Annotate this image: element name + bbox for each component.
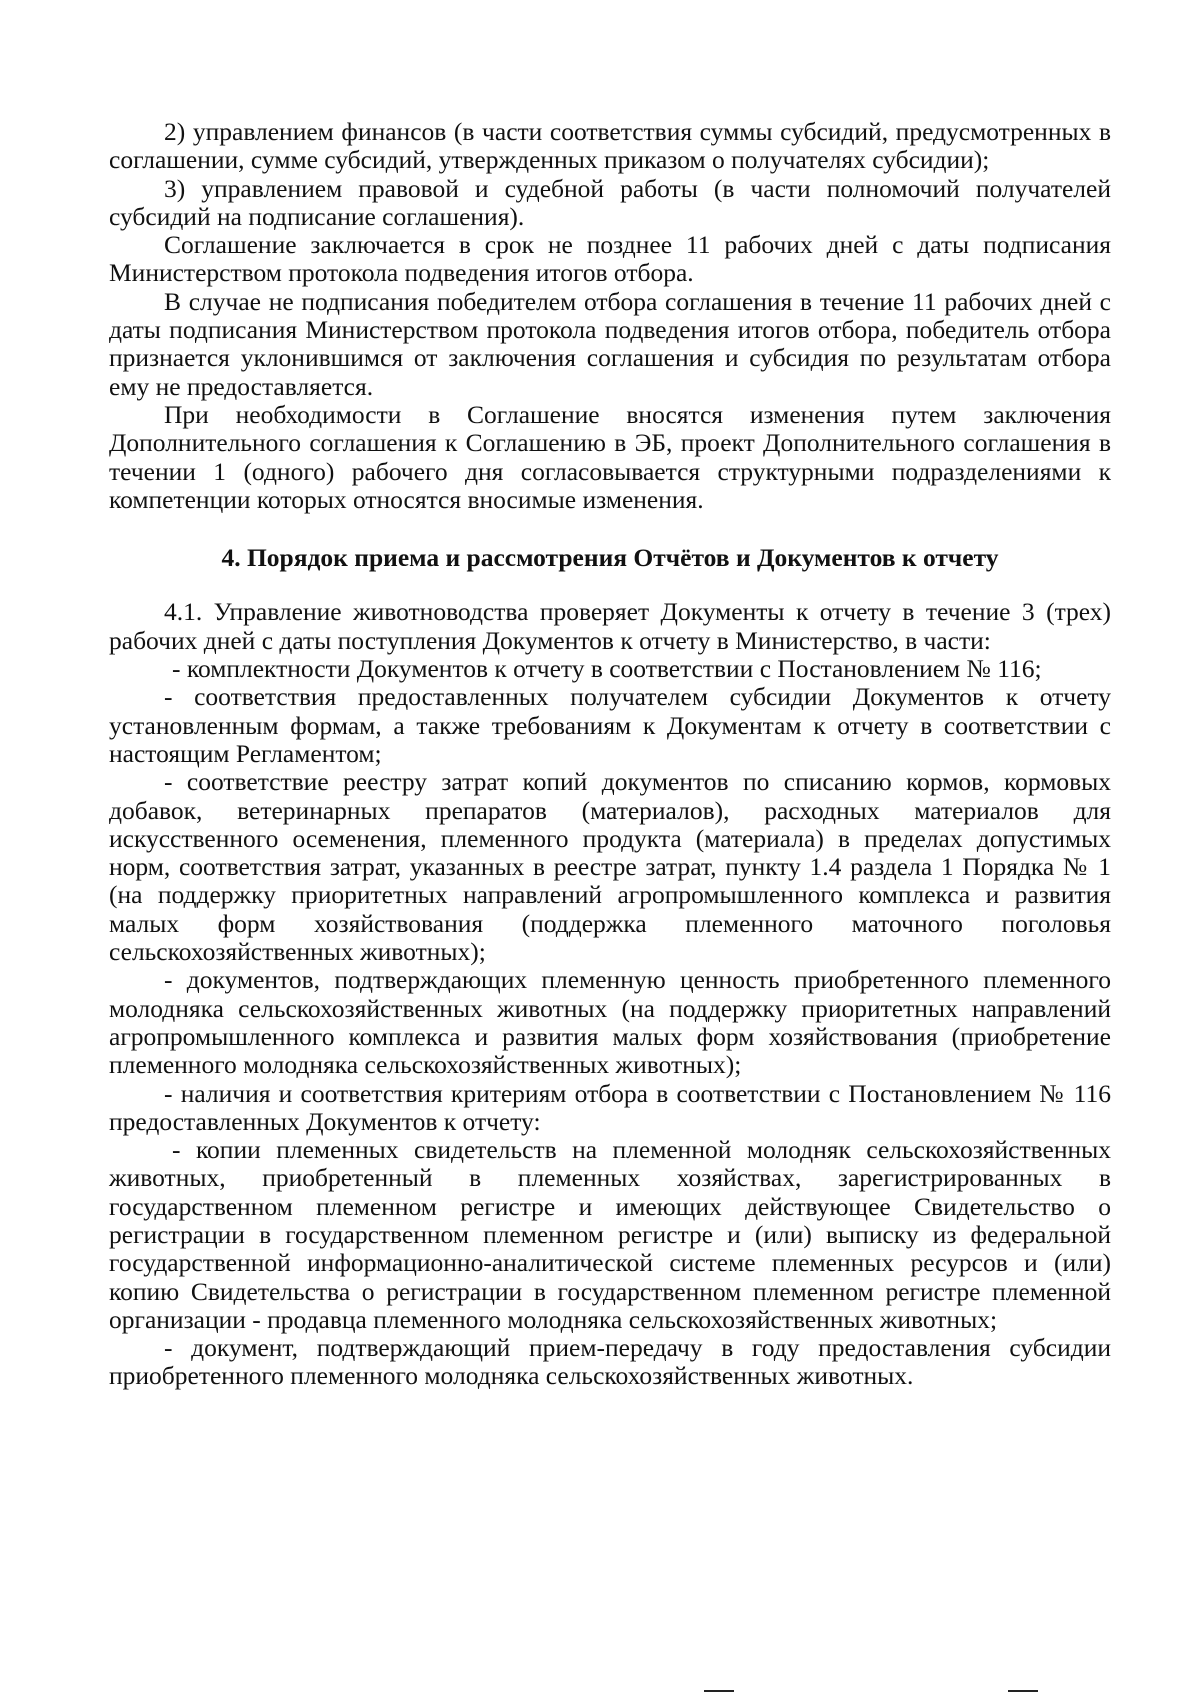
document-page <box>109 118 1111 1391</box>
list-item-breeding-certificates: - копии племенных свидетельств на племенной молодняк сельскохозяйственных животных, приобретенный в племенных хозяйствах, зарегистрированных в государственном племенном регистре и имеющих действующее Свидетельство о регистрации в государственном племенном регистре и (или) выписку из федеральной государственной информационно-аналитической системе племенных ресурсов и (или) копию Свидетельства о регистрации в государственном племенном регистре племенной организации - продавца племенного молодняка сельскохозяйственных животных; <box>109 1135 1111 1334</box>
footer-line-mark <box>704 1690 734 1692</box>
list-item-breeding-value: - документов, подтверждающих племенную ценность приобретенного племенного молодняка сельскохозяйственных животных (на поддержку приоритетных направлений агропромышленного комплекса и развития малых форм хозяйствования (приобретение племенного молодняка сельскохозяйственных животных); <box>109 965 1111 1080</box>
list-item-completeness: - комплектности Документов к отчету в соответствии с Постановлением № 116; <box>172 654 1042 684</box>
list-item-cost-registry: - соответствие реестру затрат копий документов по списанию кормов, кормовых добавок, ветеринарных препаратов (материалов), расходных материалов для искусственного осеменения, племенного продукта (материала) в пределах допустимых норм, соответствия затрат, указанных в реестре затрат, пункту 1.4 раздела 1 Порядка № 1 (на поддержку приоритетных направлений агропромышленного комплекса и развития малых форм хозяйствования (поддержка племенного маточного поголовья сельскохозяйственных животных); <box>109 767 1111 967</box>
paragraph-4-1: 4.1. Управление животноводства проверяет Документы к отчету в течение 3 (трех) рабочих дней с даты поступления Документов к отчету в Министерство, в части: <box>109 597 1111 655</box>
paragraph-legal-department: 3) управлением правовой и судебной работы (в части полномочий получателей субсидий на подписание соглашения). <box>109 173 1111 231</box>
section-heading: 4. Порядок приема и рассмотрения Отчётов и Документов к отчету <box>221 543 999 573</box>
paragraph-agreement-refusal: В случае не подписания победителем отбора соглашения в течение 11 рабочих дней с даты подписания Министерством протокола подведения итогов отбора, победитель отбора признается уклонившимся от заключения соглашения и субсидия по результатам отбора ему не предоставляется. <box>109 286 1111 401</box>
paragraph-agreement-deadline: Соглашение заключается в срок не позднее 11 рабочих дней с даты подписания Министерством протокола подведения итогов отбора. <box>109 230 1111 288</box>
list-item-selection-criteria: - наличия и соответствия критериям отбора в соответствии с Постановлением № 116 предоставленных Документов к отчету: <box>109 1078 1111 1136</box>
footer-line-mark <box>1008 1690 1038 1692</box>
paragraph-additional-agreement: При необходимости в Соглашение вносятся изменения путем заключения Дополнительного соглашения к Соглашению в ЭБ, проект Дополнительного соглашения в течении 1 (одного) рабочего дня согласовывается структурными подразделениями к компетенции которых относятся вносимые изменения. <box>109 399 1111 514</box>
list-item-transfer-document: - документ, подтверждающий прием-передачу в году предоставления субсидии приобретенного племенного молодняка сельскохозяйственных животных. <box>109 1333 1111 1391</box>
paragraph-finance-department: 2) управлением финансов (в части соответствия суммы субсидий, предусмотренных в соглашении, сумме субсидий, утвержденных приказом о получателях субсидии); <box>109 117 1111 175</box>
list-item-form-compliance: - соответствия предоставленных получателем субсидии Документов к отчету установленным формам, а также требованиям к Документам к отчету в соответствии с настоящим Регламентом; <box>109 682 1111 768</box>
